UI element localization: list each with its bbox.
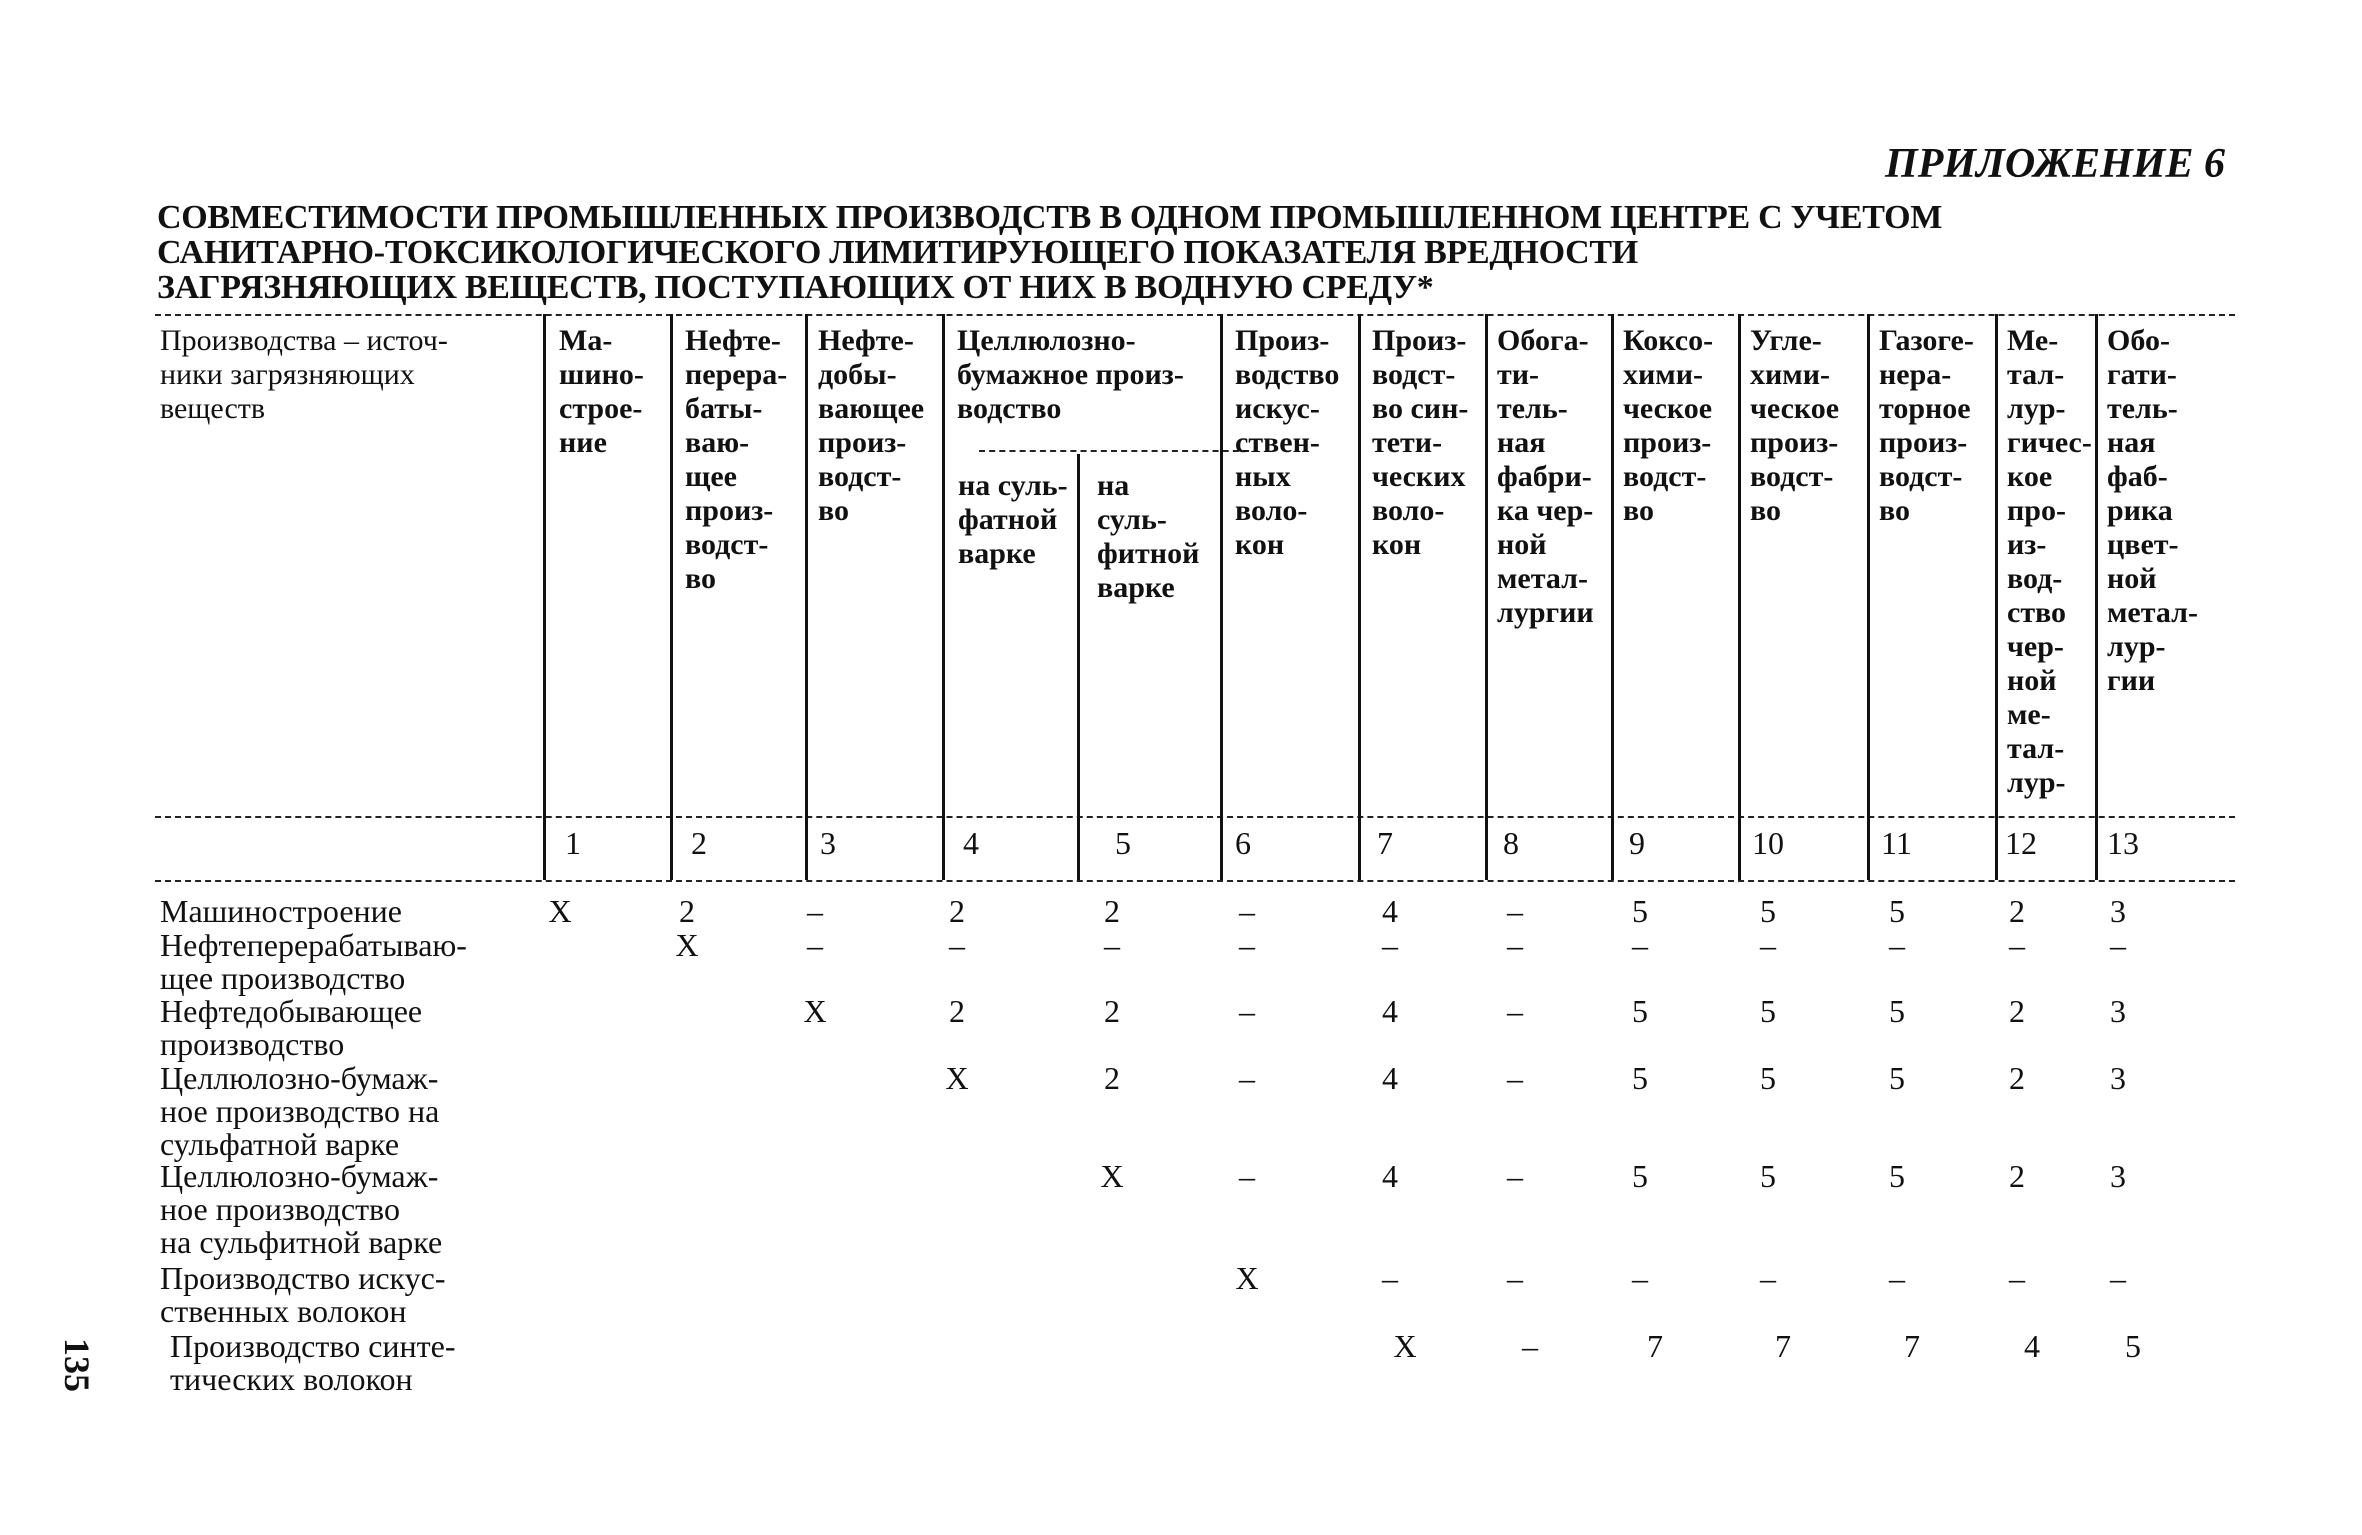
table-cell: –: [1507, 893, 1523, 929]
row-label: Производство искус- ственных волокон: [160, 1260, 446, 1329]
table-cell: –: [1522, 1328, 1538, 1364]
table-cell: 2: [949, 993, 965, 1029]
table-cell: –: [1507, 927, 1523, 963]
table-cell: 5: [1632, 1060, 1648, 1096]
table-cell: –: [1889, 927, 1905, 963]
column-number: 6: [1235, 825, 1251, 861]
table-cell: –: [1632, 927, 1648, 963]
table-cell: X: [803, 993, 827, 1029]
column-divider: [2095, 314, 2098, 880]
header-bottom-rule: [155, 880, 2235, 882]
column-divider: [805, 314, 808, 880]
column-number: 7: [1377, 825, 1393, 861]
table-cell: 3: [2110, 1158, 2126, 1194]
column-number: 13: [2107, 825, 2139, 861]
title-line: СОВМЕСТИМОСТИ ПРОМЫШЛЕННЫХ ПРОИЗВОДСТВ В ОДНОМ ПРОМЫШЛЕННОМ ЦЕНТРЕ С УЧЕТОМ: [157, 199, 1943, 236]
table-cell: –: [1382, 1260, 1398, 1296]
header-mid-rule: [155, 816, 2235, 818]
table-cell: 2: [1104, 993, 1120, 1029]
column-number: 8: [1503, 825, 1519, 861]
header-col-10: Угле- хими- ческое произ- водст- во: [1750, 324, 1840, 527]
table-cell: –: [1507, 1260, 1523, 1296]
table-cell: 5: [1889, 993, 1905, 1029]
column-number: 4: [963, 825, 979, 861]
title-line: САНИТАРНО-ТОКСИКОЛОГИЧЕСКОГО ЛИМИТИРУЮЩЕГО ПОКАЗАТЕЛЯ ВРЕДНОСТИ: [157, 234, 1638, 271]
row-label: Машиностроение: [160, 893, 402, 929]
header-col-3: Нефте- добы- вающее произ- водст- во: [818, 324, 925, 527]
table-cell: 4: [1382, 1060, 1398, 1096]
table-cell: –: [2110, 927, 2126, 963]
page-number: 135: [57, 1338, 97, 1392]
header-col-7: Произ- водст- во син- тети- ческих воло- кон: [1372, 324, 1469, 561]
table-cell: 5: [1632, 1158, 1648, 1194]
table-cell: –: [1760, 927, 1776, 963]
header-col-6: Произ- водство искус- ствен- ных воло- кон: [1235, 324, 1340, 561]
table-cell: –: [1382, 927, 1398, 963]
table-cell: 3: [2110, 993, 2126, 1029]
header-col-2: Нефте- перера- баты- ваю- щее произ- водст- во: [685, 324, 788, 595]
table-cell: 5: [1760, 1158, 1776, 1194]
table-cell: 7: [1647, 1328, 1663, 1364]
column-divider: [1738, 314, 1741, 880]
header-col-11: Газоге- нера- торное произ- водст- во: [1879, 324, 1974, 527]
table-cell: 5: [1889, 893, 1905, 929]
table-cell: 2: [1104, 893, 1120, 929]
table-cell: –: [1104, 927, 1120, 963]
table-cell: X: [945, 1060, 969, 1096]
header-top-rule: [155, 314, 2235, 316]
column-divider: [1358, 314, 1361, 880]
column-divider: [1995, 314, 1998, 880]
table-cell: X: [548, 893, 572, 929]
table-cell: –: [1239, 893, 1255, 929]
row-label: Нефтедобывающее производство: [160, 993, 423, 1062]
table-cell: 2: [2009, 1158, 2025, 1194]
table-cell: 3: [2110, 1060, 2126, 1096]
column-number: 10: [1752, 825, 1784, 861]
table-cell: –: [1239, 993, 1255, 1029]
table-cell: X: [675, 927, 699, 963]
table-cell: –: [1239, 1158, 1255, 1194]
pulp-subdivider-rule: [979, 450, 1249, 452]
row-label: Целлюлозно-бумаж- ное производство на сульфатной варке: [160, 1060, 440, 1162]
table-cell: –: [1632, 1260, 1648, 1296]
table-cell: 5: [1760, 1060, 1776, 1096]
table-cell: X: [1393, 1328, 1417, 1364]
table-cell: –: [1507, 1060, 1523, 1096]
column-number: 1: [565, 825, 581, 861]
header-sub-sulfate: на суль- фатной варке: [958, 469, 1068, 570]
table-cell: –: [1889, 1260, 1905, 1296]
table-cell: 5: [1632, 993, 1648, 1029]
column-number: 12: [2005, 825, 2037, 861]
header-sub-sulfite: на суль- фитной варке: [1097, 469, 1200, 604]
column-divider: [1867, 314, 1870, 880]
appendix-label: ПРИЛОЖЕНИЕ 6: [1885, 141, 2225, 187]
table-cell: –: [807, 927, 823, 963]
table-cell: 2: [2009, 993, 2025, 1029]
table-cell: 4: [2024, 1328, 2040, 1364]
table-cell: 4: [1382, 893, 1398, 929]
header-col-12: Ме- тал- лур- гичес- кое про- из- вод- ство чер- ной ме- тал- лур-: [2007, 324, 2092, 799]
table-cell: –: [2009, 1260, 2025, 1296]
column-divider: [942, 314, 945, 880]
table-cell: 5: [2125, 1328, 2141, 1364]
column-number: 5: [1115, 825, 1131, 861]
table-cell: 2: [949, 893, 965, 929]
table-cell: 5: [1760, 993, 1776, 1029]
table-cell: –: [1507, 1158, 1523, 1194]
header-col-pulp: Целлюлозно- бумажное произ- водство: [957, 324, 1184, 425]
column-number: 11: [1881, 825, 1912, 861]
row-label: Производство синте- тических волокон: [170, 1328, 456, 1397]
table-cell: 2: [679, 893, 695, 929]
header-first-col: Производства – источ- ники загрязняющих веществ: [160, 324, 448, 425]
table-cell: 5: [1889, 1060, 1905, 1096]
column-divider: [670, 314, 673, 880]
table-cell: –: [807, 893, 823, 929]
column-divider: [1220, 314, 1223, 880]
table-cell: 5: [1889, 1158, 1905, 1194]
header-col-8: Обога- ти- тель- ная фабри- ка чер- ной метал- лургии: [1497, 324, 1594, 629]
document-title: [157, 200, 1957, 305]
column-number: 3: [820, 825, 836, 861]
table-cell: 2: [2009, 893, 2025, 929]
table-cell: 4: [1382, 1158, 1398, 1194]
table-cell: 5: [1632, 893, 1648, 929]
table-cell: –: [1239, 927, 1255, 963]
table-cell: 3: [2110, 893, 2126, 929]
row-label: Целлюлозно-бумаж- ное производство на сульфитной варке: [160, 1158, 443, 1260]
table-cell: –: [1760, 1260, 1776, 1296]
table-cell: X: [1235, 1260, 1259, 1296]
table-cell: –: [1239, 1060, 1255, 1096]
table-header: [155, 314, 2235, 884]
table-cell: 5: [1760, 893, 1776, 929]
table-cell: 7: [1904, 1328, 1920, 1364]
table-cell: X: [1100, 1158, 1124, 1194]
header-col-1: Ма- шино- строе- ние: [559, 324, 644, 459]
table-cell: –: [2009, 927, 2025, 963]
column-divider: [1077, 454, 1080, 880]
table-cell: 2: [1104, 1060, 1120, 1096]
header-col-9: Коксо- хими- ческое произ- водст- во: [1623, 324, 1714, 527]
table-cell: 4: [1382, 993, 1398, 1029]
table-cell: –: [1507, 993, 1523, 1029]
row-label: Нефтеперерабатываю- щее производство: [160, 927, 467, 996]
column-divider: [1485, 314, 1488, 880]
table-cell: –: [2110, 1260, 2126, 1296]
table-cell: 2: [2009, 1060, 2025, 1096]
header-col-13: Обо- гати- тель- ная фаб- рика цвет- ной метал- лур- гии: [2107, 324, 2198, 697]
column-number: 9: [1629, 825, 1645, 861]
column-divider: [543, 314, 546, 880]
title-line: ЗАГРЯЗНЯЮЩИХ ВЕЩЕСТВ, ПОСТУПАЮЩИХ ОТ НИХ В ВОДНУЮ СРЕДУ*: [157, 269, 1434, 306]
table-cell: –: [949, 927, 965, 963]
column-divider: [1611, 314, 1614, 880]
table-cell: 7: [1775, 1328, 1791, 1364]
column-number: 2: [691, 825, 707, 861]
